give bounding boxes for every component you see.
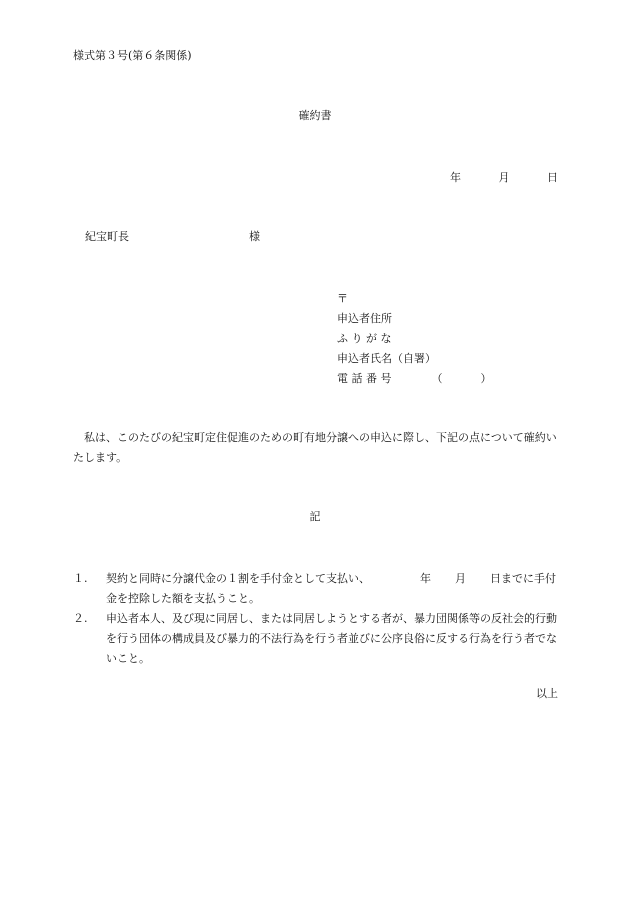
addressee-honorific: 様 [249, 230, 260, 243]
item-number: ２. [73, 612, 88, 625]
item-number: １. [73, 572, 88, 585]
addressee-name: 紀宝町長 [85, 230, 129, 243]
date-year-label: 年 [450, 171, 461, 184]
document-title: 確約書 [298, 109, 332, 122]
list-item [73, 569, 561, 609]
phone-paren-close: ） [480, 372, 492, 385]
date-line [430, 172, 558, 183]
form-number: 様式第３号(第６条関係) [73, 49, 192, 62]
applicant-address-label: 申込者住所 [337, 312, 392, 325]
applicant-furigana-label: ふ り が な [337, 332, 392, 345]
applicant-block [337, 289, 492, 389]
confirmation-statement: 私は、このたびの紀宝町定住促進のための町有地分譲への申込に際し、下記の点について確約いたします。 [73, 431, 557, 464]
item-text: 申込者本人、及び現に同居し、または同居しようとする者が、暴力団関係等の反社会的行動を行う団体の構成員及び暴力的不法行為を行う者並びに公序良俗に反する行為を行う者でないこと。 [106, 612, 557, 665]
applicant-phone-row [337, 369, 492, 389]
note-mark: 記 [309, 510, 321, 523]
applicant-phone-label: 電 話 番 号 [337, 372, 392, 385]
postal-mark: 〒 [337, 292, 348, 305]
item-list [73, 569, 561, 669]
applicant-name-label: 申込者氏名（自署） [337, 352, 436, 365]
item-text: 契約と同時に分譲代金の１割を手付金として支払い、 年 月 日までに手付金を控除した額を支払うこと。 [106, 572, 556, 605]
date-day-label: 日 [547, 171, 558, 184]
closing-mark: 以上 [536, 687, 558, 700]
list-item [73, 609, 561, 669]
date-month-label: 月 [498, 171, 510, 184]
addressee [85, 230, 260, 243]
phone-paren-open: （ [431, 372, 443, 385]
